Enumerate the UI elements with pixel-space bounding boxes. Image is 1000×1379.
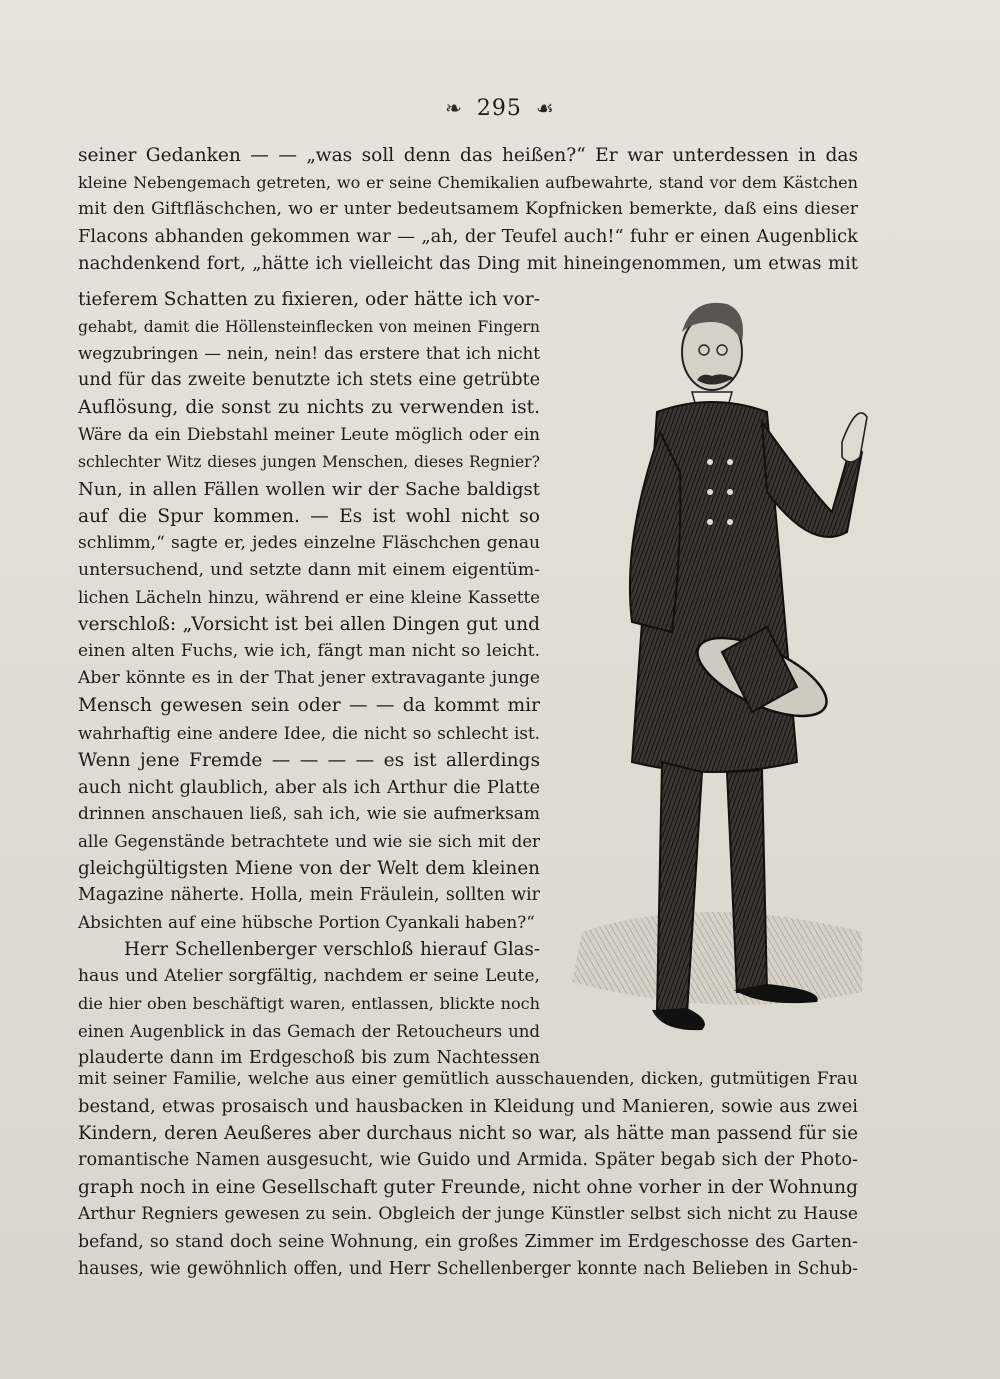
text-line: einen Augenblick in das Gemach der Retoucheurs und	[78, 1021, 540, 1041]
text-line: auch nicht glaublich, aber als ich Arthur die Platte	[78, 776, 540, 798]
text-line: mit seiner Familie, welche aus einer gemütlich ausschauenden, dicken, gutmütigen Frau	[78, 1069, 858, 1089]
ornament-left-icon: ❧	[445, 96, 463, 120]
text-line: Wenn jene Fremde — — — — es ist allerdings	[78, 749, 540, 771]
text-line: romantische Namen ausgesucht, wie Guido und Armida. Später begab sich der Photo-	[78, 1150, 858, 1171]
text-line: Aber könnte es in der That jener extravagante junge	[78, 668, 540, 689]
text-block-bottom	[78, 1066, 858, 1283]
text-line: Herr Schellenberger verschloß hierauf Glas-	[124, 939, 540, 961]
text-line: einen alten Fuchs, wie ich, fängt man nicht so leicht.	[78, 641, 540, 662]
text-line: kleine Nebengemach getreten, wo er seine Chemikalien aufbewahrte, stand vor dem Kästchen	[78, 173, 858, 193]
text-line: Absichten auf eine hübsche Portion Cyankali haben?“	[78, 912, 535, 933]
text-line: schlechter Witz dieses jungen Menschen, dieses Regnier?	[78, 452, 540, 471]
engraving-figure	[562, 292, 872, 1052]
text-line: nachdenkend fort, „hätte ich vielleicht das Ding mit hineingenommen, um etwas mit	[78, 253, 858, 275]
text-line: alle Gegenstände betrachtete und wie sie sich mit der	[78, 831, 540, 851]
text-line: wahrhaftig eine andere Idee, die nicht so schlecht ist.	[78, 722, 540, 743]
text-line: tieferem Schatten zu fixieren, oder hätte ich vor-	[78, 289, 540, 310]
text-line: Auflösung, die sonst zu nichts zu verwenden ist.	[78, 397, 540, 419]
text-block-top	[78, 142, 858, 277]
page-number: 295	[476, 95, 522, 121]
text-line: Nun, in allen Fällen wollen wir der Sache baldigst	[78, 478, 540, 500]
text-line: plauderte dann im Erdgeschoß bis zum Nachtessen	[78, 1047, 540, 1068]
text-line: Mensch gewesen sein oder — — da kommt mir	[78, 695, 540, 717]
text-line: auf die Spur kommen. — Es ist wohl nicht so	[78, 505, 540, 527]
text-line: seiner Gedanken — — „was soll denn das heißen?“ Er war unterdessen in das	[78, 145, 858, 166]
text-line: Wäre da ein Diebstahl meiner Leute möglich oder ein	[78, 424, 540, 445]
text-line: untersuchend, und setzte dann mit einem eigentüm-	[78, 559, 540, 580]
text-line: mit den Giftfläschchen, wo er unter bedeutsamem Kopfnicken bemerkte, daß eins dieser	[78, 199, 858, 220]
illustration-gentleman-with-hat	[562, 292, 872, 1052]
text-line: hauses, wie gewöhnlich offen, und Herr Schellenberger konnte nach Belieben in Schub-	[78, 1258, 858, 1279]
text-line: bestand, etwas prosaisch und hausbacken in Kleidung und Manieren, sowie aus zwei	[78, 1096, 858, 1118]
text-line: befand, so stand doch seine Wohnung, ein großes Zimmer im Erdgeschosse des Garten-	[78, 1231, 858, 1252]
text-line: Magazine näherte. Holla, mein Fräulein, sollten wir	[78, 885, 540, 906]
text-line: drinnen anschauen ließ, sah ich, wie sie aufmerksam	[78, 803, 540, 824]
text-line: haus und Atelier sorgfältig, nachdem er seine Leute,	[78, 966, 540, 987]
text-block-side	[78, 286, 540, 1072]
ornament-right-icon: ☙	[535, 96, 555, 120]
text-line: Kindern, deren Aeußeres aber durchaus nicht so war, als hätte man passend für sie	[78, 1123, 858, 1145]
page-header	[0, 88, 1000, 128]
text-line: und für das zweite benutzte ich stets eine getrübte	[78, 370, 540, 391]
text-line: Flacons abhanden gekommen war — „ah, der Teufel auch!“ fuhr er einen Augenblick	[78, 226, 858, 248]
text-line: lichen Lächeln hinzu, während er eine kleine Kassette	[78, 588, 540, 608]
text-line: graph noch in eine Gesellschaft guter Freunde, nicht ohne vorher in der Wohnung	[78, 1177, 858, 1199]
text-line: verschloß: „Vorsicht ist bei allen Dingen gut und	[78, 614, 540, 636]
text-line: gleichgültigsten Miene von der Welt dem kleinen	[78, 857, 540, 879]
text-line: wegzubringen — nein, nein! das erstere that ich nicht	[78, 344, 540, 364]
text-line: schlimm,“ sagte er, jedes einzelne Fläschchen genau	[78, 532, 540, 553]
text-line: gehabt, damit die Höllensteinflecken von meinen Fingern	[78, 317, 540, 337]
text-line: die hier oben beschäftigt waren, entlassen, blickte noch	[78, 994, 540, 1014]
text-line: Arthur Regniers gewesen zu sein. Obgleich der junge Künstler selbst sich nicht zu Hause	[78, 1204, 858, 1225]
